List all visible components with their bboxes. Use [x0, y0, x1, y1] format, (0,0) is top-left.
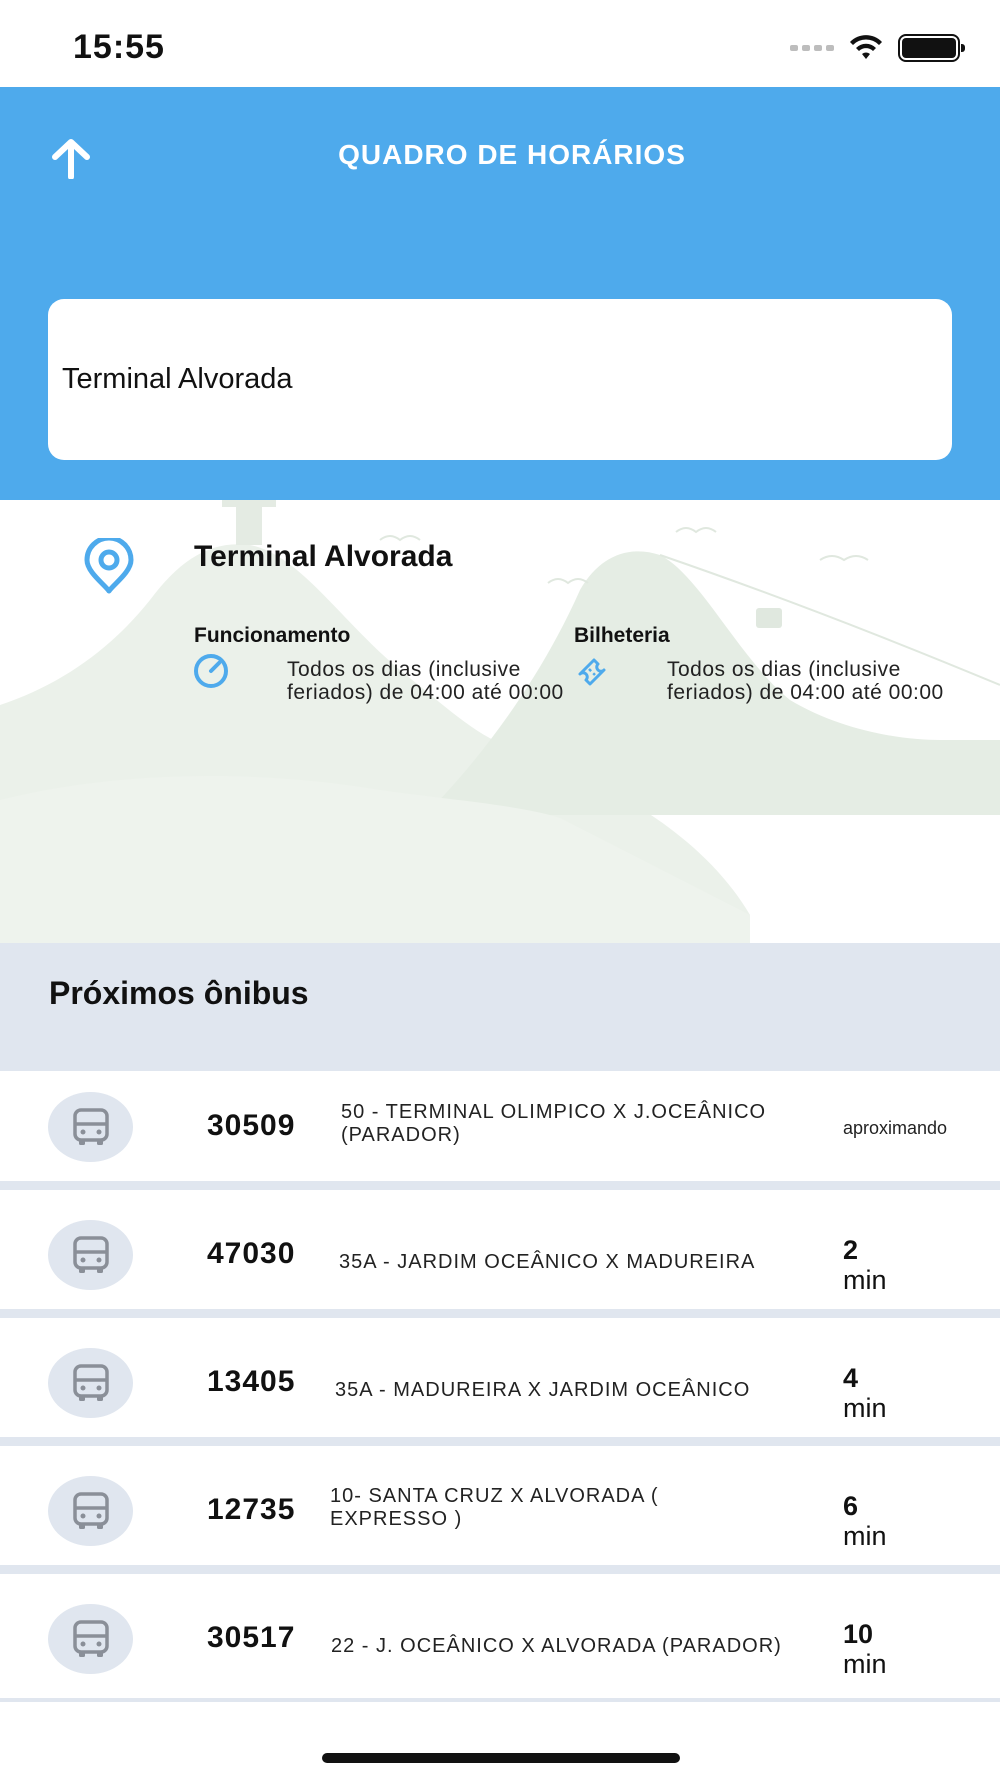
- bus-avatar: [48, 1476, 133, 1546]
- bus-eta: [843, 1491, 887, 1551]
- bus-number: 12735: [207, 1493, 296, 1526]
- next-buses-header: [0, 943, 1000, 1071]
- ticket-icon: [572, 652, 612, 692]
- status-bar: [0, 0, 1000, 87]
- bus-icon: [71, 1620, 111, 1658]
- bus-eta: [843, 1363, 887, 1423]
- bus-number: 47030: [207, 1237, 296, 1270]
- bus-route: 50 - TERMINAL OLIMPICO X J.OCEÂNICO (PARADOR): [341, 1101, 767, 1146]
- terminal-search-input[interactable]: [62, 363, 938, 396]
- bus-eta: [843, 1619, 887, 1679]
- bus-eta: [843, 1235, 887, 1295]
- bus-eta-value: 4: [843, 1363, 859, 1393]
- bus-avatar: [48, 1348, 133, 1418]
- ticket-office-title: Bilheteria: [574, 624, 670, 647]
- bus-row[interactable]: [0, 1455, 1000, 1574]
- terminal-name: Terminal Alvorada: [194, 540, 453, 573]
- bus-route: 35A - JARDIM OCEÂNICO X MADUREIRA: [339, 1251, 756, 1273]
- app-header: [0, 87, 1000, 500]
- bus-number: 13405: [207, 1365, 296, 1398]
- search-box[interactable]: [48, 299, 952, 460]
- bus-number: 30509: [207, 1109, 296, 1142]
- next-buses-title: Próximos ônibus: [49, 975, 309, 1011]
- bus-eta-value: 6: [843, 1491, 859, 1521]
- page-title: QUADRO DE HORÁRIOS: [338, 139, 686, 170]
- bus-row[interactable]: [0, 1327, 1000, 1446]
- signal-icon: [790, 45, 834, 51]
- battery-icon: [898, 34, 960, 62]
- bus-icon: [71, 1364, 111, 1402]
- bus-icon: [71, 1108, 111, 1146]
- bus-eta-value: 10: [843, 1619, 874, 1649]
- bus-route: 22 - J. OCEÂNICO X ALVORADA (PARADOR): [331, 1635, 782, 1657]
- bus-eta-value: 2: [843, 1235, 859, 1265]
- operation-hours-text: Todos os dias (inclusive feriados) de 04:00 até 00:00: [287, 658, 564, 704]
- bus-avatar: [48, 1604, 133, 1674]
- bus-eta-unit: min: [843, 1521, 887, 1551]
- status-time: 15:55: [73, 28, 165, 66]
- bus-route: 10- SANTA CRUZ X ALVORADA ( EXPRESSO ): [330, 1485, 659, 1530]
- wifi-icon: [848, 34, 884, 62]
- bus-route: 35A - MADUREIRA X JARDIM OCEÂNICO: [335, 1379, 751, 1401]
- bus-eta-unit: min: [843, 1265, 887, 1295]
- bus-row[interactable]: [0, 1071, 1000, 1190]
- ticket-office-hours-text: Todos os dias (inclusive feriados) de 04:00 até 00:00: [667, 658, 944, 704]
- bus-row[interactable]: [0, 1583, 1000, 1702]
- rio-landscape-illustration: [0, 500, 1000, 943]
- bus-icon: [71, 1236, 111, 1274]
- speedometer-icon: [192, 652, 230, 690]
- location-pin-icon: [82, 538, 136, 594]
- bus-avatar: [48, 1092, 133, 1162]
- home-indicator: [322, 1753, 680, 1763]
- terminal-info: [0, 500, 1000, 943]
- bus-row[interactable]: [0, 1199, 1000, 1318]
- bus-eta-unit: min: [843, 1393, 887, 1423]
- bus-number: 30517: [207, 1621, 296, 1654]
- bus-avatar: [48, 1220, 133, 1290]
- bus-icon: [71, 1492, 111, 1530]
- bus-eta-unit: min: [843, 1649, 887, 1679]
- bus-eta: aproximando: [843, 1118, 948, 1138]
- operation-title: Funcionamento: [194, 624, 351, 647]
- status-icons: [790, 34, 960, 62]
